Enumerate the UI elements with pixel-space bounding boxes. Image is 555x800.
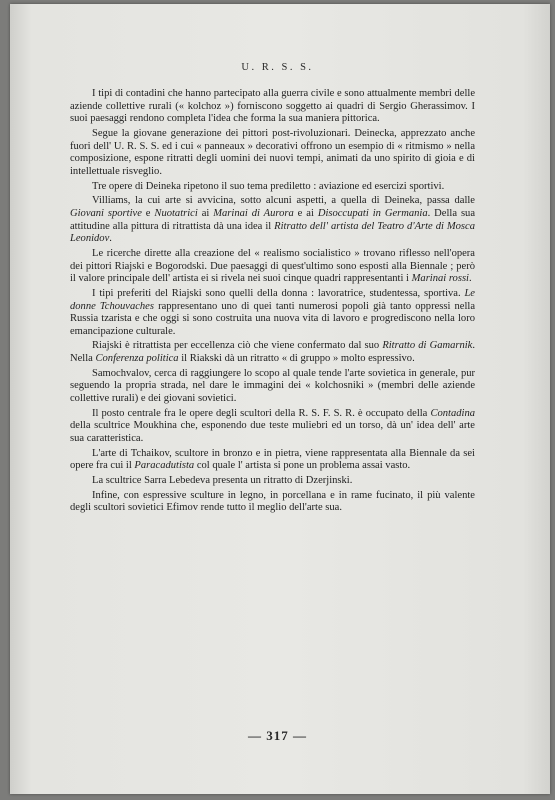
text-run: rappresentano uno di quei tanti numerosi popoli già tanto oppressi nella Russia tzarista e che oggi si sono costruita una nuova vita di lavoro e progrediscono nella loro emancipazione culturale. <box>70 300 475 337</box>
running-header: U. R. S. S. <box>241 62 314 73</box>
text-run: Le ricerche dirette alla creazione del « realismo socialistico » trovano riflesso nell'opera dei pittori Riajski e Bogorodski. Due paesaggi di quest'ultimo sono esposti alla Biennale ; però il valore principale dell' artista ei si rivela nei suoi cinque quadri rappresentanti i <box>70 247 475 285</box>
paragraph <box>70 490 475 515</box>
italic-title: Le donne Tchouvaches <box>70 287 475 312</box>
paragraph <box>70 128 475 179</box>
text-run: La scultrice Sarra Lebedeva presenta un ritratto di Dzerjinski. <box>92 475 353 487</box>
paragraph <box>70 408 475 446</box>
text-run: I tipi preferiti del Riajski sono quelli della donna : lavoratrice, studentessa, sportiva. <box>92 287 465 299</box>
italic-title: Paracadutista <box>134 460 195 472</box>
page-number: — 317 — <box>248 728 307 743</box>
text-run: ai <box>197 207 214 219</box>
text-run: Segue la giovane generazione dei pittori post-rivoluzionari. Deinecka, apprezzato anche fuori dell' U. R. S. S. ed i cui « panneaux » decorativi offrono un esempio di « ritmismo » nella composizione, espone ritratti degli uomini dei nuovi tempi, animati da uno spirito di gioia e di intellettuale risveglio. <box>70 127 475 177</box>
paragraph <box>70 448 475 473</box>
text-run: Riajski è ritrattista per eccellenza ciò che viene confermato dal suo <box>92 340 383 352</box>
text-run: . <box>109 233 112 245</box>
text-run: il Riakski dà un ritratto « di gruppo » molto espressivo. <box>178 353 415 365</box>
text-run: col quale l' artista si pone un problema assai vasto. <box>194 460 411 472</box>
text-run: . <box>468 273 472 285</box>
text-run: I tipi di contadini che hanno partecipato alla guerra civile e sono attualmente membri delle aziende collettive rurali (« kolchoz ») forniscono soggetto ai quadri di Sergio Gherassimov. I suoi paesaggi rendono completa l'idea che forma la sua maniera pittorica. <box>70 88 475 125</box>
italic-title: Nuotatrici <box>154 207 198 219</box>
italic-title: Giovani sportive <box>70 207 142 219</box>
text-run: della scultrice Moukhina che, esponendo due teste muliebri ed un torso, dà un' idea dell' arte sua caratteristica. <box>70 420 475 445</box>
paragraph <box>70 340 475 365</box>
paragraph <box>70 288 475 339</box>
italic-title: Disoccupati in Germania <box>317 207 428 219</box>
text-run: Tre opere di Deineka ripetono il suo tema prediletto : aviazione ed esercizi sportivi. <box>92 180 445 192</box>
text-run: e ai <box>293 207 318 219</box>
paragraph <box>70 181 475 194</box>
paragraph <box>70 368 475 406</box>
text-run: Villiams, la cui arte si avvicina, sotto alcuni aspetti, a quella di Deineka, passa dalle <box>92 195 475 207</box>
text-run: . Nella <box>70 340 475 365</box>
text-run: Samochvalov, cerca di raggiungere lo scopo al quale tende l'arte sovietica in generale, pur seguendo la propria strada, nel dare le immagini dei « kolchosniki » (membri delle aziende collettive rurali) e dei giovani sovietici. <box>70 367 475 405</box>
text-run: L'arte di Tchaikov, scultore in bronzo e in pietra, viene rappresentata alla Biennale da sei opere fra cui il <box>70 447 475 472</box>
page-body <box>70 88 475 517</box>
text-run: e <box>141 207 155 219</box>
italic-title: Ritratto di Gamarnik <box>382 340 473 352</box>
text-run: Il posto centrale fra le opere degli scultori della R. S. F. S. R. è occupato della <box>92 407 431 419</box>
italic-title: Marinai di Aurora <box>213 207 294 219</box>
paragraph <box>70 195 475 246</box>
paragraph <box>70 88 475 126</box>
paragraph <box>70 475 475 488</box>
paragraph <box>70 248 475 286</box>
text-run: . Della sua attitudine alla pittura di ritrattista dà una idea il <box>70 207 476 232</box>
italic-title: Conferenza politica <box>95 353 179 365</box>
italic-title: Marinai rossi <box>411 273 469 285</box>
italic-title: Ritratto dell' artista del Teatro d'Arte di Mosca Leonidov <box>70 220 475 245</box>
text-run: Infine, con espressive sculture in legno, in porcellana e in rame fucinato, il più valente degli scultori sovietici Efimov rende tutto il meglio dell'arte sua. <box>70 489 475 514</box>
italic-title: Contadina <box>430 407 475 419</box>
